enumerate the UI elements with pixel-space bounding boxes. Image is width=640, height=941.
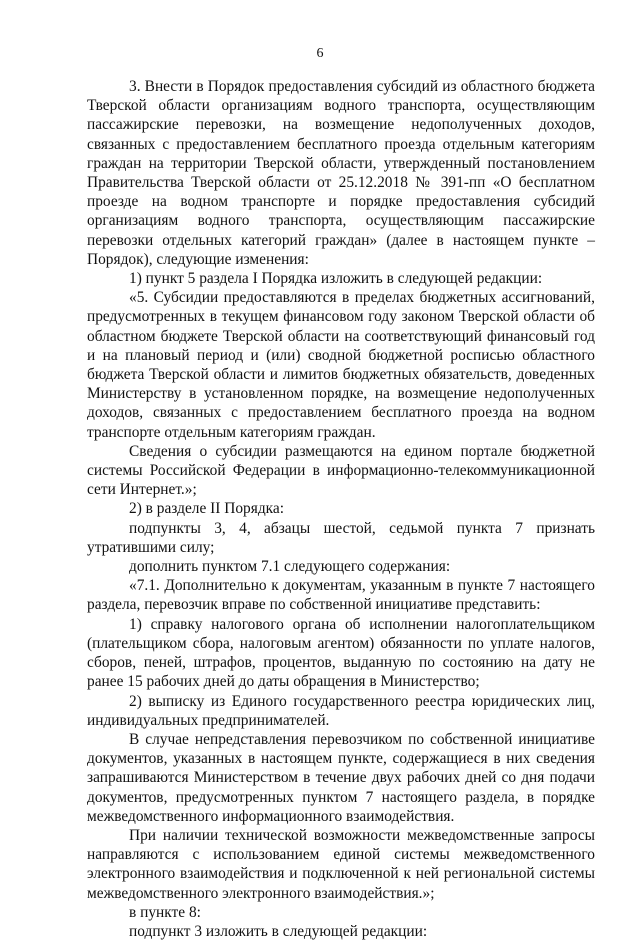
paragraph: 1) пункт 5 раздела I Порядка изложить в следующей редакции: <box>129 270 543 288</box>
paragraph: 2) в разделе II Порядка: <box>129 500 284 518</box>
paragraph: 2) выписку из Единого государственного реестра юридических лиц, индивидуальных предпринимателей. <box>87 692 595 729</box>
paragraph: 1) справку налогового органа об исполнении налогоплательщиком (плательщиком сбора, налоговым агентом) обязанности по уплате налогов, сборов, пеней, штрафов, процентов, выданную по состоянию на дату не ранее 15 рабочих дней до даты обращения в Министерство; <box>87 615 595 691</box>
paragraph: 3. Внести в Порядок предоставления субсидий из областного бюджета Тверской области организациям водного транспорта, осуществляющим пассажирские перевозки, на возмещение недополученных доходов, связанных с предоставлением бесплатного проезда отдельным категориям граждан на территории Тверской области, утвержденный постановлением Правительства Тверской области от 25.12.2018 № 391-пп «О бесплатном проезде на водном транспорте и порядке предоставления субсидий организациям водного транспорта, осуществляющим пассажирские перевозки отдельных категорий граждан» (далее в настоящем пункте – Порядок), следующие изменения: <box>87 78 595 268</box>
paragraph: дополнить пунктом 7.1 следующего содержания: <box>129 558 451 576</box>
paragraph: подпункты 3, 4, абзацы шестой, седьмой пункта 7 признать утратившими силу; <box>87 519 595 556</box>
paragraph: в пункте 8: <box>129 903 201 921</box>
paragraph: «7.1. Дополнительно к документам, указанным в пункте 7 настоящего раздела, перевозчик вправе по собственной инициативе представить: <box>87 577 595 614</box>
paragraph: Сведения о субсидии размещаются на едином портале бюджетной системы Российской Федерации в информационно-телекоммуникационной сети Интернет.»; <box>87 442 595 499</box>
paragraph: В случае непредставления перевозчиком по собственной инициативе документов, указанных в настоящем пункте, содержащиеся в них сведения запрашиваются Министерством в течение двух рабочих дней со дня подачи документов, предусмотренных пунктом 7 настоящего раздела, в порядке межведомственного информационного взаимодействия. <box>87 730 595 825</box>
paragraph: «5. Субсидии предоставляются в пределах бюджетных ассигнований, предусмотренных в текущем финансовом году законом Тверской области об областном бюджете Тверской области на соответствующий финансовый год и на плановый период и (или) сводной бюджетной росписью областного бюджета Тверской области и лимитов бюджетных обязательств, доведенных Министерству в установленном порядке, на возмещение недополученных доходов, связанных с предоставлением бесплатного проезда на водном транспорте отдельным категориям граждан. <box>87 289 595 441</box>
paragraph: подпункт 3 изложить в следующей редакции: <box>129 922 428 940</box>
page-number: 6 <box>316 46 324 61</box>
document-body <box>87 77 595 941</box>
paragraph: При наличии технической возможности межведомственные запросы направляются с использованием единой системы межведомственного электронного взаимодействия и подключенной к ней региональной системы межведомственного электронного взаимодействия.»; <box>87 826 595 902</box>
